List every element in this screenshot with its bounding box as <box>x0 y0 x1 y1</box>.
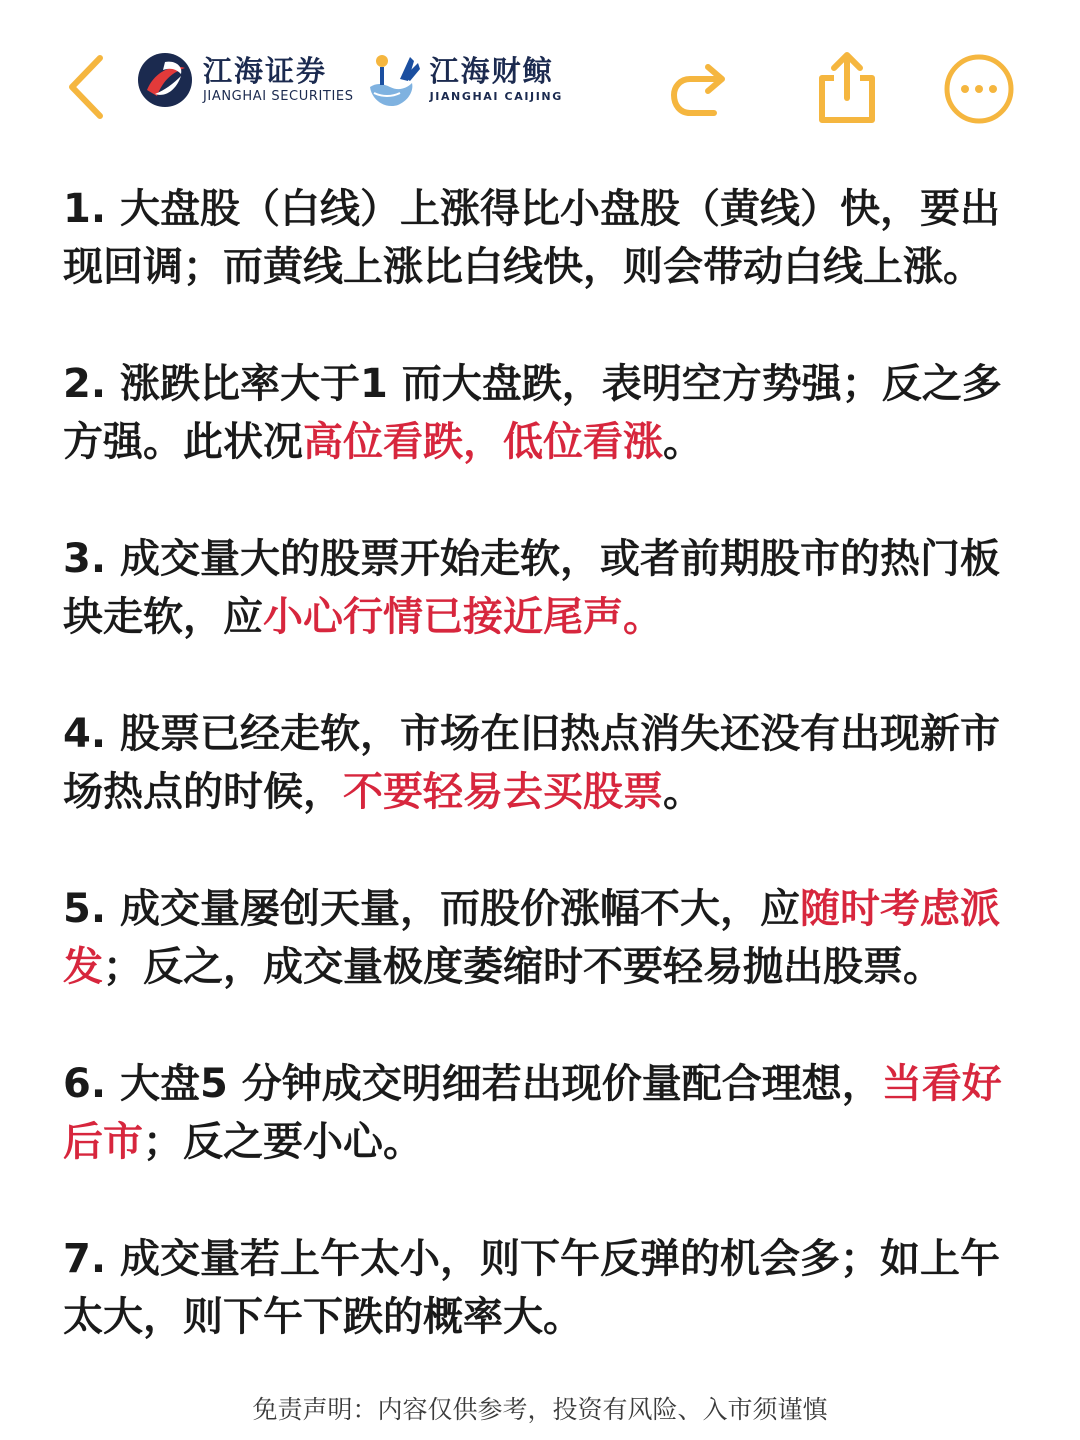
tip-text: 4. 股票已经走软，市场在旧热点消失还没有出现新市场热点的时候， <box>63 711 1000 815</box>
redo-icon[interactable] <box>668 55 738 125</box>
jianghai-securities-logo <box>135 50 195 110</box>
tip-highlight: 当看好后市 <box>63 1061 1002 1165</box>
tip-item-3 <box>63 530 1023 646</box>
tip-text: 。 <box>663 419 703 465</box>
tip-item-5 <box>63 880 1023 996</box>
article-body <box>63 180 1023 1405</box>
tip-highlight: 高位看跌，低位看涨 <box>303 419 663 465</box>
disclaimer-text: 免责声明：内容仅供参考，投资有风险、入市须谨慎 <box>252 1395 828 1424</box>
top-bar <box>0 0 1080 175</box>
back-icon[interactable] <box>58 50 118 125</box>
tip-text: 5. 成交量屡创天量，而股价涨幅不大，应 <box>63 886 800 932</box>
tip-text: 3. 成交量大的股票开始走软，或者前期股市的热门板块走软，应 <box>63 536 1000 640</box>
tip-item-1 <box>63 180 1023 296</box>
brand-caijing-en: JIANGHAI CAIJING <box>429 90 563 103</box>
share-icon[interactable] <box>812 48 882 126</box>
tip-highlight: 小心行情已接近尾声。 <box>263 594 663 640</box>
more-icon[interactable] <box>942 52 1016 126</box>
whale-logo <box>364 49 422 111</box>
tip-highlight: 不要轻易去买股票 <box>343 769 663 815</box>
tip-text: 7. 成交量若上午太小，则下午反弹的机会多；如上午太大，则下午下跌的概率大。 <box>63 1236 1000 1340</box>
tip-text: 1. 大盘股（白线）上涨得比小盘股（黄线）快，要出现回调；而黄线上涨比白线快，则会带动白线上涨。 <box>63 186 1000 290</box>
tip-text: 。 <box>663 769 703 815</box>
tip-highlight: 随时考虑派发 <box>63 886 1000 990</box>
brand-securities-name: 江海证券 <box>203 54 328 88</box>
tip-text: ；反之要小心。 <box>143 1119 423 1165</box>
tip-item-6 <box>63 1055 1023 1171</box>
brand-logos <box>135 45 563 115</box>
brand-securities-en: JIANGHAI SECURITIES <box>203 89 354 104</box>
tip-item-7 <box>63 1230 1023 1346</box>
tip-item-4 <box>63 705 1023 821</box>
brand-caijing-name: 江海财鲸 <box>429 54 554 88</box>
tip-item-2 <box>63 355 1023 471</box>
tip-text: 6. 大盘5 分钟成交明细若出现价量配合理想， <box>63 1061 882 1107</box>
tip-text: ；反之，成交量极度萎缩时不要轻易抛出股票。 <box>103 944 943 990</box>
tip-text: 2. 涨跌比率大于1 而大盘跌，表明空方势强；反之多方强。此状况 <box>63 361 1002 465</box>
